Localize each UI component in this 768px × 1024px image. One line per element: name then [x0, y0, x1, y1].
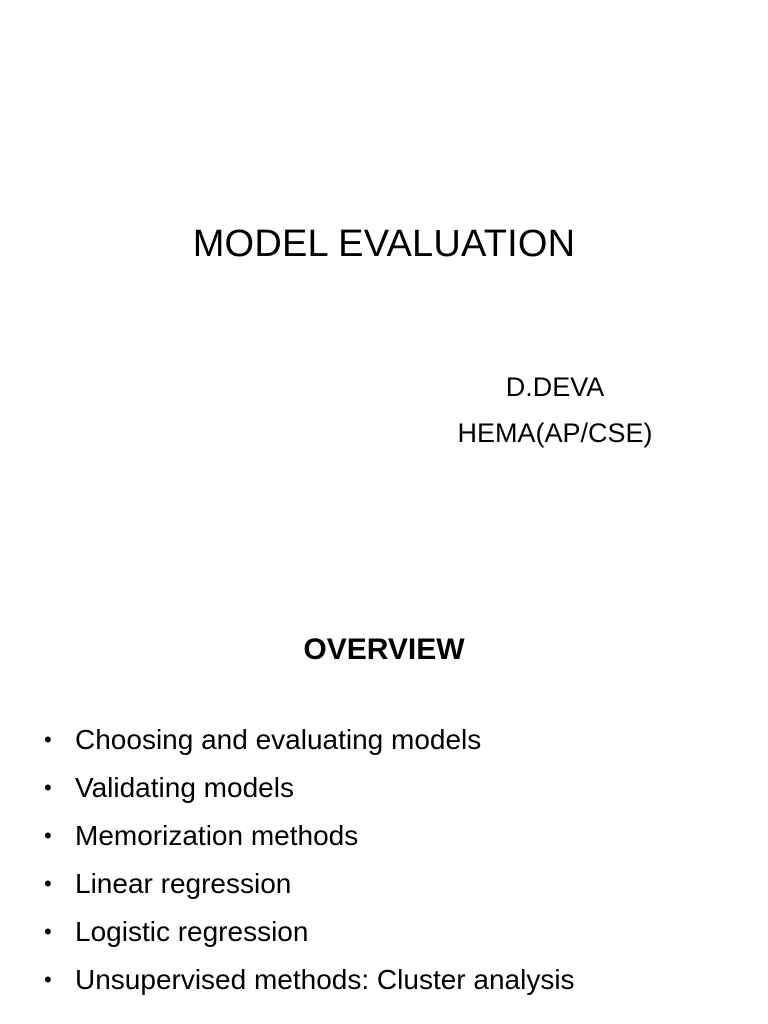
author-designation: HEMA(AP/CSE): [457, 418, 653, 448]
list-item: [44, 716, 575, 764]
bullet-icon: •: [44, 967, 52, 992]
list-item-text: Linear regression: [75, 868, 292, 899]
list-item-text: Memorization methods: [75, 820, 359, 851]
bullet-icon: •: [44, 727, 52, 752]
slide-title: MODEL EVALUATION: [192, 223, 576, 265]
list-item: [44, 812, 575, 860]
bullet-icon: •: [44, 823, 52, 848]
list-item-text: Validating models: [75, 772, 294, 803]
bullet-icon: •: [44, 871, 52, 896]
overview-bullet-list: [44, 716, 575, 1004]
author-name: D.DEVA: [505, 372, 605, 402]
overview-heading: OVERVIEW: [303, 633, 465, 666]
list-item: [44, 764, 575, 812]
author-subtitle: [420, 364, 690, 456]
list-item-text: Unsupervised methods: Cluster analysis: [75, 964, 575, 995]
list-item: [44, 956, 575, 1004]
list-item-text: Logistic regression: [75, 916, 309, 947]
list-item-text: Choosing and evaluating models: [75, 724, 482, 755]
list-item: [44, 860, 575, 908]
overview-slide: [0, 576, 768, 1024]
bullet-icon: •: [44, 919, 52, 944]
bullet-icon: •: [44, 775, 52, 800]
list-item: [44, 908, 575, 956]
